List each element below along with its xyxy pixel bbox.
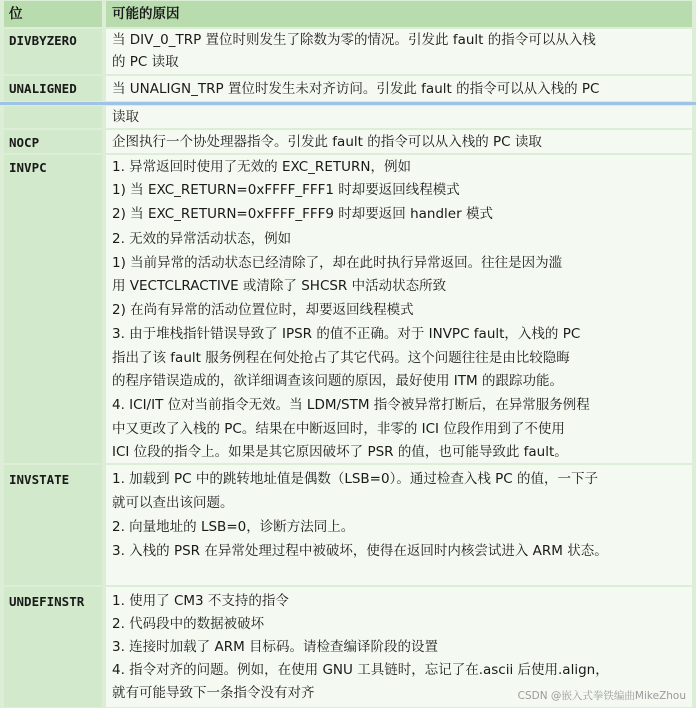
bit-name: INVPC <box>4 155 102 463</box>
reason-text: 当 UNALIGN_TRP 置位时发生未对齐访问。引发此 fault 的指令可以从入栈的 PC <box>106 76 692 101</box>
header-bit: 位 <box>4 1 102 27</box>
table-row-continuation <box>0 105 696 129</box>
csdn-watermark: CSDN @嵌入式拳铁编曲MikeZhou <box>517 690 686 702</box>
reason-text: 1. 加载到 PC 中的跳转地址值是偶数（LSB=0）。通过检查入栈 PC 的值，一下子 就可以查出该问题。 2. 向量地址的 LSB=0，诊断方法同上。 3. 入栈的 PSR 在异常处理过程中被破坏，使得在返回时内核尝试进入 ARM 状态。 <box>106 465 692 585</box>
table-row-nocp <box>0 129 696 154</box>
reason-text: 读取 <box>106 106 692 128</box>
reason-text: 当 DIV_0_TRP 置位时则发生了除数为零的情况。引发此 fault 的指令可以从入栈 的 PC 读取 <box>106 29 692 74</box>
bit-name: DIVBYZERO <box>4 29 102 74</box>
reason-text: 1. 异常返回时使用了无效的 EXC_RETURN，例如 1) 当 EXC_RETURN=0xFFFF_FFF1 时却要返回线程模式 2) 当 EXC_RETURN=0xFFFF_FFF9 时却要返回 handler 模式 2. 无效的异常活动状态，例如 1) 当前异常的活动状态已经清除了，却在此时执行异常返回。往往是因为滥 用 VECTCLRACTIVE 或清除了 SHCSR 中活动状态所致 2) 在尚有异常的活动位置位时，却要返回线程模式 3. 由于堆栈指针错误导致了 IPSR 的值不正确。对于 INVPC fault，入栈的 PC 指出了该 fault 服务例程在何处抢占了其它代码。这个问题往往是由比较隐晦 的程序错误造成的，欲详细调查该问题的原因，最好使用 ITM 的跟踪功能。 4. ICI/IT 位对当前指令无效。当 LDM/STM 指令被异常打断后，在异常服务例程 中又更改了入栈的 PC。结果在中断返回时，非零的 ICI 位段作用到了不使用 ICI 位段的指令上。如果是其它原因破坏了 PSR 的值，也可能导致此 fault。 <box>106 155 692 463</box>
bit-name: UNALIGNED <box>4 76 102 101</box>
table-row-invstate <box>0 464 696 586</box>
table-header-row <box>0 0 696 28</box>
table-row-unaligned <box>0 75 696 102</box>
bit-name: UNDEFINSTR <box>4 587 102 707</box>
bit-name: NOCP <box>4 130 102 153</box>
table-row-divbyzero <box>0 28 696 75</box>
bit-name <box>4 106 102 128</box>
reason-text: 企图执行一个协处理器指令。引发此 fault 的指令可以从入栈的 PC 读取 <box>106 130 692 153</box>
header-reason: 可能的原因 <box>106 1 692 27</box>
bit-name: INVSTATE <box>4 465 102 585</box>
table-row-invpc <box>0 154 696 464</box>
reason-text: 1. 使用了 CM3 不支持的指令 2. 代码段中的数据被破坏 3. 连接时加载了 ARM 目标码。请检查编译阶段的设置 4. 指令对齐的问题。例如，在使用 GNU 工具链时，忘记了在.ascii 后使用.align， 就有可能导致下一条指令没有对齐 <box>106 587 692 707</box>
